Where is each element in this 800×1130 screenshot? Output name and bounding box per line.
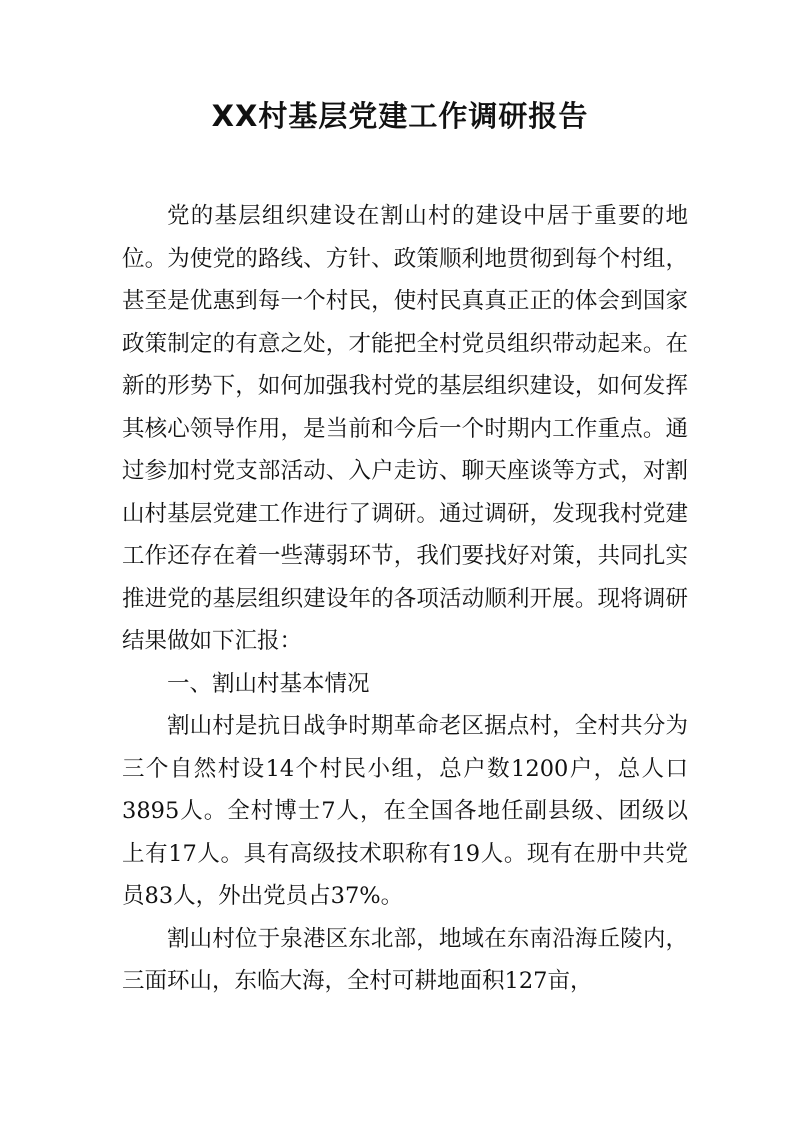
paragraph-geography: 割山村位于泉港区东北部，地域在东南沿海丘陵内，三面环山，东临大海，全村可耕地面积127亩，: [122, 925, 688, 994]
section-heading-basic-info: 一、割山村基本情况: [167, 670, 370, 697]
document-title: XX村基层党建工作调研报告: [211, 99, 589, 133]
document-body: [122, 195, 688, 1003]
paragraph-intro: 党的基层组织建设在割山村的建设中居于重要的地位。为使党的路线、方针、政策顺利地贯彻到每个村组，甚至是优惠到每一个村民，使村民真真正正的体会到国家政策制定的有意之处，才能把全村党员组织带动起来。在新的形势下，如何加强我村党的基层组织建设，如何发挥其核心领导作用，是当前和今后一个时期内工作重点。通过参加村党支部活动、入户走访、聊天座谈等方式，对割山村基层党建工作进行了调研。通过调研，发现我村党建工作还存在着一些薄弱环节，我们要找好对策，共同扎实推进党的基层组织建设年的各项活动顺利开展。现将调研结果做如下汇报：: [122, 203, 688, 654]
paragraph-population: 割山村是抗日战争时期革命老区据点村，全村共分为三个自然村设14个村民小组，总户数1200户，总人口3895人。全村博士7人，在全国各地任副县级、团级以上有17人。具有高级技术职称有19人。现有在册中共党员83人，外出党员占37%。: [122, 713, 688, 909]
